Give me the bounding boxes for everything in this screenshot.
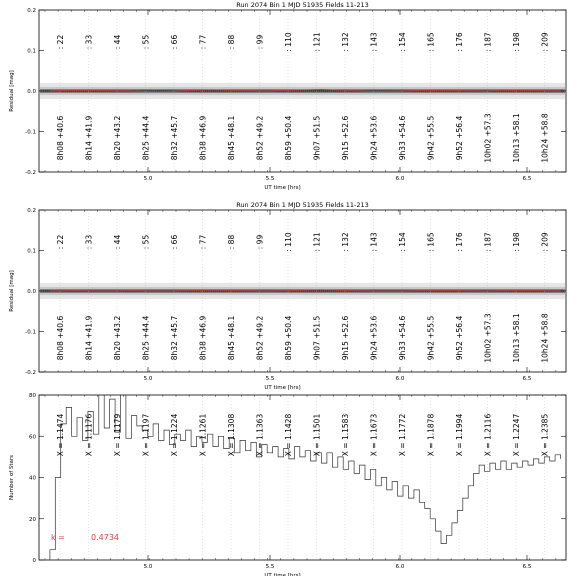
field-number-label: : 176: [455, 32, 464, 52]
x-axis-label: UT time [hrs]: [264, 573, 301, 576]
field-position-label: 9h52 +56.4: [455, 315, 464, 361]
y-tick-label: 0.1: [27, 248, 36, 255]
field-position-label: 9h52 +56.4: [455, 115, 464, 161]
airmass-label: X = 1.1994: [455, 413, 464, 457]
field-position-label: 8h08 +40.6: [56, 315, 65, 361]
field-number-label: : 22: [56, 34, 65, 50]
field-position-label: 8h52 +49.2: [255, 115, 265, 161]
field-position-label: 8h32 +45.7: [170, 115, 179, 161]
field-position-label: 9h42 +55.5: [426, 315, 436, 361]
field-position-label: 8h45 +48.1: [227, 315, 236, 361]
y-tick-label: 0: [32, 558, 36, 564]
y-tick-label: 0.0: [27, 89, 36, 95]
field-position-label: 8h14 +41.9: [84, 315, 94, 361]
airmass-label: X = 1.1501: [312, 413, 322, 457]
field-position-label: 9h15 +52.6: [341, 115, 350, 161]
airmass-label: X = 1.1583: [341, 413, 350, 457]
k-value: 0.4734: [91, 533, 119, 542]
field-number-label: : 176: [455, 232, 464, 252]
x-tick-label: 5.0: [143, 176, 153, 182]
field-position-label: 8h32 +45.7: [170, 315, 179, 361]
field-position-label: 8h59 +50.4: [284, 115, 293, 161]
field-number-label: : 187: [483, 32, 493, 52]
field-number-label: : 66: [170, 234, 179, 250]
x-axis-label: UT time [hrs]: [264, 185, 301, 191]
field-position-label: 10h13 +58.1: [512, 313, 521, 363]
x-tick-label: 6.5: [522, 376, 532, 382]
field-number-label: : 99: [255, 34, 265, 50]
y-tick-label: -0.2: [25, 170, 36, 176]
y-tick-label: 0.1: [27, 48, 36, 55]
field-position-label: 8h38 +46.9: [198, 115, 208, 161]
field-position-label: 9h33 +54.6: [398, 315, 407, 361]
field-position-label: 9h07 +51.5: [312, 315, 322, 361]
field-number-label: : 209: [540, 232, 550, 252]
field-number-label: : 209: [540, 32, 550, 52]
panel-3: [9, 393, 566, 576]
x-tick-label: 5.5: [265, 376, 275, 382]
y-tick-label: -0.1: [25, 329, 36, 336]
k-label: k =: [51, 533, 65, 542]
x-tick-label: 6.0: [395, 376, 405, 382]
airmass-label: X = 1.1197: [141, 413, 151, 457]
y-tick-label: 20: [29, 516, 36, 523]
x-tick-label: 5.0: [143, 376, 153, 382]
x-tick-label: 5.5: [265, 564, 275, 570]
y-tick-label: -0.1: [25, 129, 36, 136]
field-position-label: 8h20 +43.2: [113, 115, 122, 161]
field-number-label: : 33: [84, 234, 94, 250]
panel-2: [9, 201, 566, 391]
field-number-label: : 132: [341, 232, 350, 252]
field-position-label: 8h38 +46.9: [198, 315, 208, 361]
field-position-label: 10h24 +58.8: [540, 313, 550, 363]
y-tick-label: 40: [29, 475, 36, 482]
field-number-label: : 33: [84, 34, 94, 50]
field-number-label: : 22: [56, 234, 65, 250]
field-number-label: : 110: [284, 32, 293, 52]
field-position-label: 10h02 +57.3: [483, 313, 493, 363]
field-number-label: : 121: [312, 232, 322, 252]
field-position-label: 9h42 +55.5: [426, 115, 436, 161]
field-position-label: 8h45 +48.1: [227, 115, 236, 161]
field-position-label: 9h33 +54.6: [398, 115, 407, 161]
field-number-label: : 88: [227, 34, 236, 50]
y-tick-label: 80: [29, 393, 36, 399]
field-number-label: : 121: [312, 32, 322, 52]
airmass-label: X = 1.1878: [426, 413, 436, 457]
y-axis-label: Number of Stars: [9, 454, 15, 501]
field-position-label: 8h08 +40.6: [56, 115, 65, 161]
field-position-label: 9h07 +51.5: [312, 115, 322, 161]
airmass-label: X = 1.1308: [227, 413, 236, 457]
field-number-label: : 77: [198, 234, 208, 250]
x-tick-label: 5.0: [143, 564, 153, 570]
y-axis-label: Residual [mag]: [9, 70, 15, 112]
field-number-label: : 165: [426, 232, 436, 252]
y-tick-label: -0.2: [25, 370, 36, 376]
x-axis-label: UT time [hrs]: [264, 385, 301, 391]
y-tick-label: 0.2: [27, 8, 36, 14]
field-number-label: : 198: [512, 32, 521, 52]
airmass-label: X = 1.1474: [56, 413, 65, 457]
field-number-label: : 154: [398, 32, 407, 52]
field-number-label: : 55: [141, 34, 151, 50]
field-number-label: : 77: [198, 34, 208, 50]
field-position-label: 10h13 +58.1: [512, 113, 521, 163]
field-position-label: 10h24 +58.8: [540, 113, 550, 163]
y-axis-label: Residual [mag]: [9, 270, 15, 312]
x-tick-label: 5.5: [265, 176, 275, 182]
airmass-label: X = 1.2385: [540, 413, 550, 457]
x-tick-label: 6.0: [395, 564, 405, 570]
field-number-label: : 88: [227, 234, 236, 250]
field-position-label: 8h25 +44.4: [141, 315, 151, 361]
field-position-label: 8h25 +44.4: [141, 115, 151, 161]
field-position-label: 8h14 +41.9: [84, 115, 94, 161]
airmass-label: X = 1.2247: [512, 413, 521, 457]
airmass-label: X = 1.1224: [170, 413, 179, 457]
airmass-label: X = 1.1363: [255, 413, 265, 457]
field-number-label: : 99: [255, 234, 265, 250]
airmass-label: X = 1.2116: [483, 413, 493, 457]
field-number-label: : 165: [426, 32, 436, 52]
airmass-label: X = 1.1772: [398, 413, 407, 457]
x-tick-label: 6.5: [522, 564, 532, 570]
field-number-label: : 187: [483, 232, 493, 252]
airmass-label: X = 1.1428: [284, 413, 293, 457]
field-number-label: : 44: [113, 34, 122, 50]
field-position-label: 8h52 +49.2: [255, 315, 265, 361]
airmass-label: X = 1.1673: [369, 413, 379, 457]
field-position-label: 9h24 +53.6: [369, 115, 379, 161]
airmass-label: X = 1.1261: [198, 413, 208, 457]
chart-title: Run 2074 Bin 1 MJD 51935 Fields 11-213: [236, 1, 369, 9]
panel-1: [9, 1, 566, 191]
field-position-label: 10h02 +57.3: [483, 113, 493, 163]
y-tick-label: 0.2: [27, 208, 36, 214]
chart-title: Run 2074 Bin 1 MJD 51935 Fields 11-213: [236, 201, 369, 209]
y-tick-label: 60: [29, 434, 36, 441]
y-tick-label: 0.0: [27, 289, 36, 295]
field-position-label: 9h24 +53.6: [369, 315, 379, 361]
field-number-label: : 66: [170, 34, 179, 50]
field-position-label: 8h20 +43.2: [113, 315, 122, 361]
field-position-label: 9h15 +52.6: [341, 315, 350, 361]
extinction-label: [51, 533, 119, 542]
airmass-label: X = 1.1176: [84, 413, 94, 457]
x-tick-label: 6.0: [395, 176, 405, 182]
airmass-label: X = 1.1179: [113, 413, 122, 457]
field-position-label: 8h59 +50.4: [284, 315, 293, 361]
field-number-label: : 110: [284, 232, 293, 252]
field-number-label: : 143: [369, 32, 379, 52]
field-number-label: : 154: [398, 232, 407, 252]
x-tick-label: 6.5: [522, 176, 532, 182]
field-number-label: : 198: [512, 232, 521, 252]
field-number-label: : 132: [341, 32, 350, 52]
field-number-label: : 44: [113, 234, 122, 250]
field-number-label: : 55: [141, 234, 151, 250]
field-number-label: : 143: [369, 232, 379, 252]
